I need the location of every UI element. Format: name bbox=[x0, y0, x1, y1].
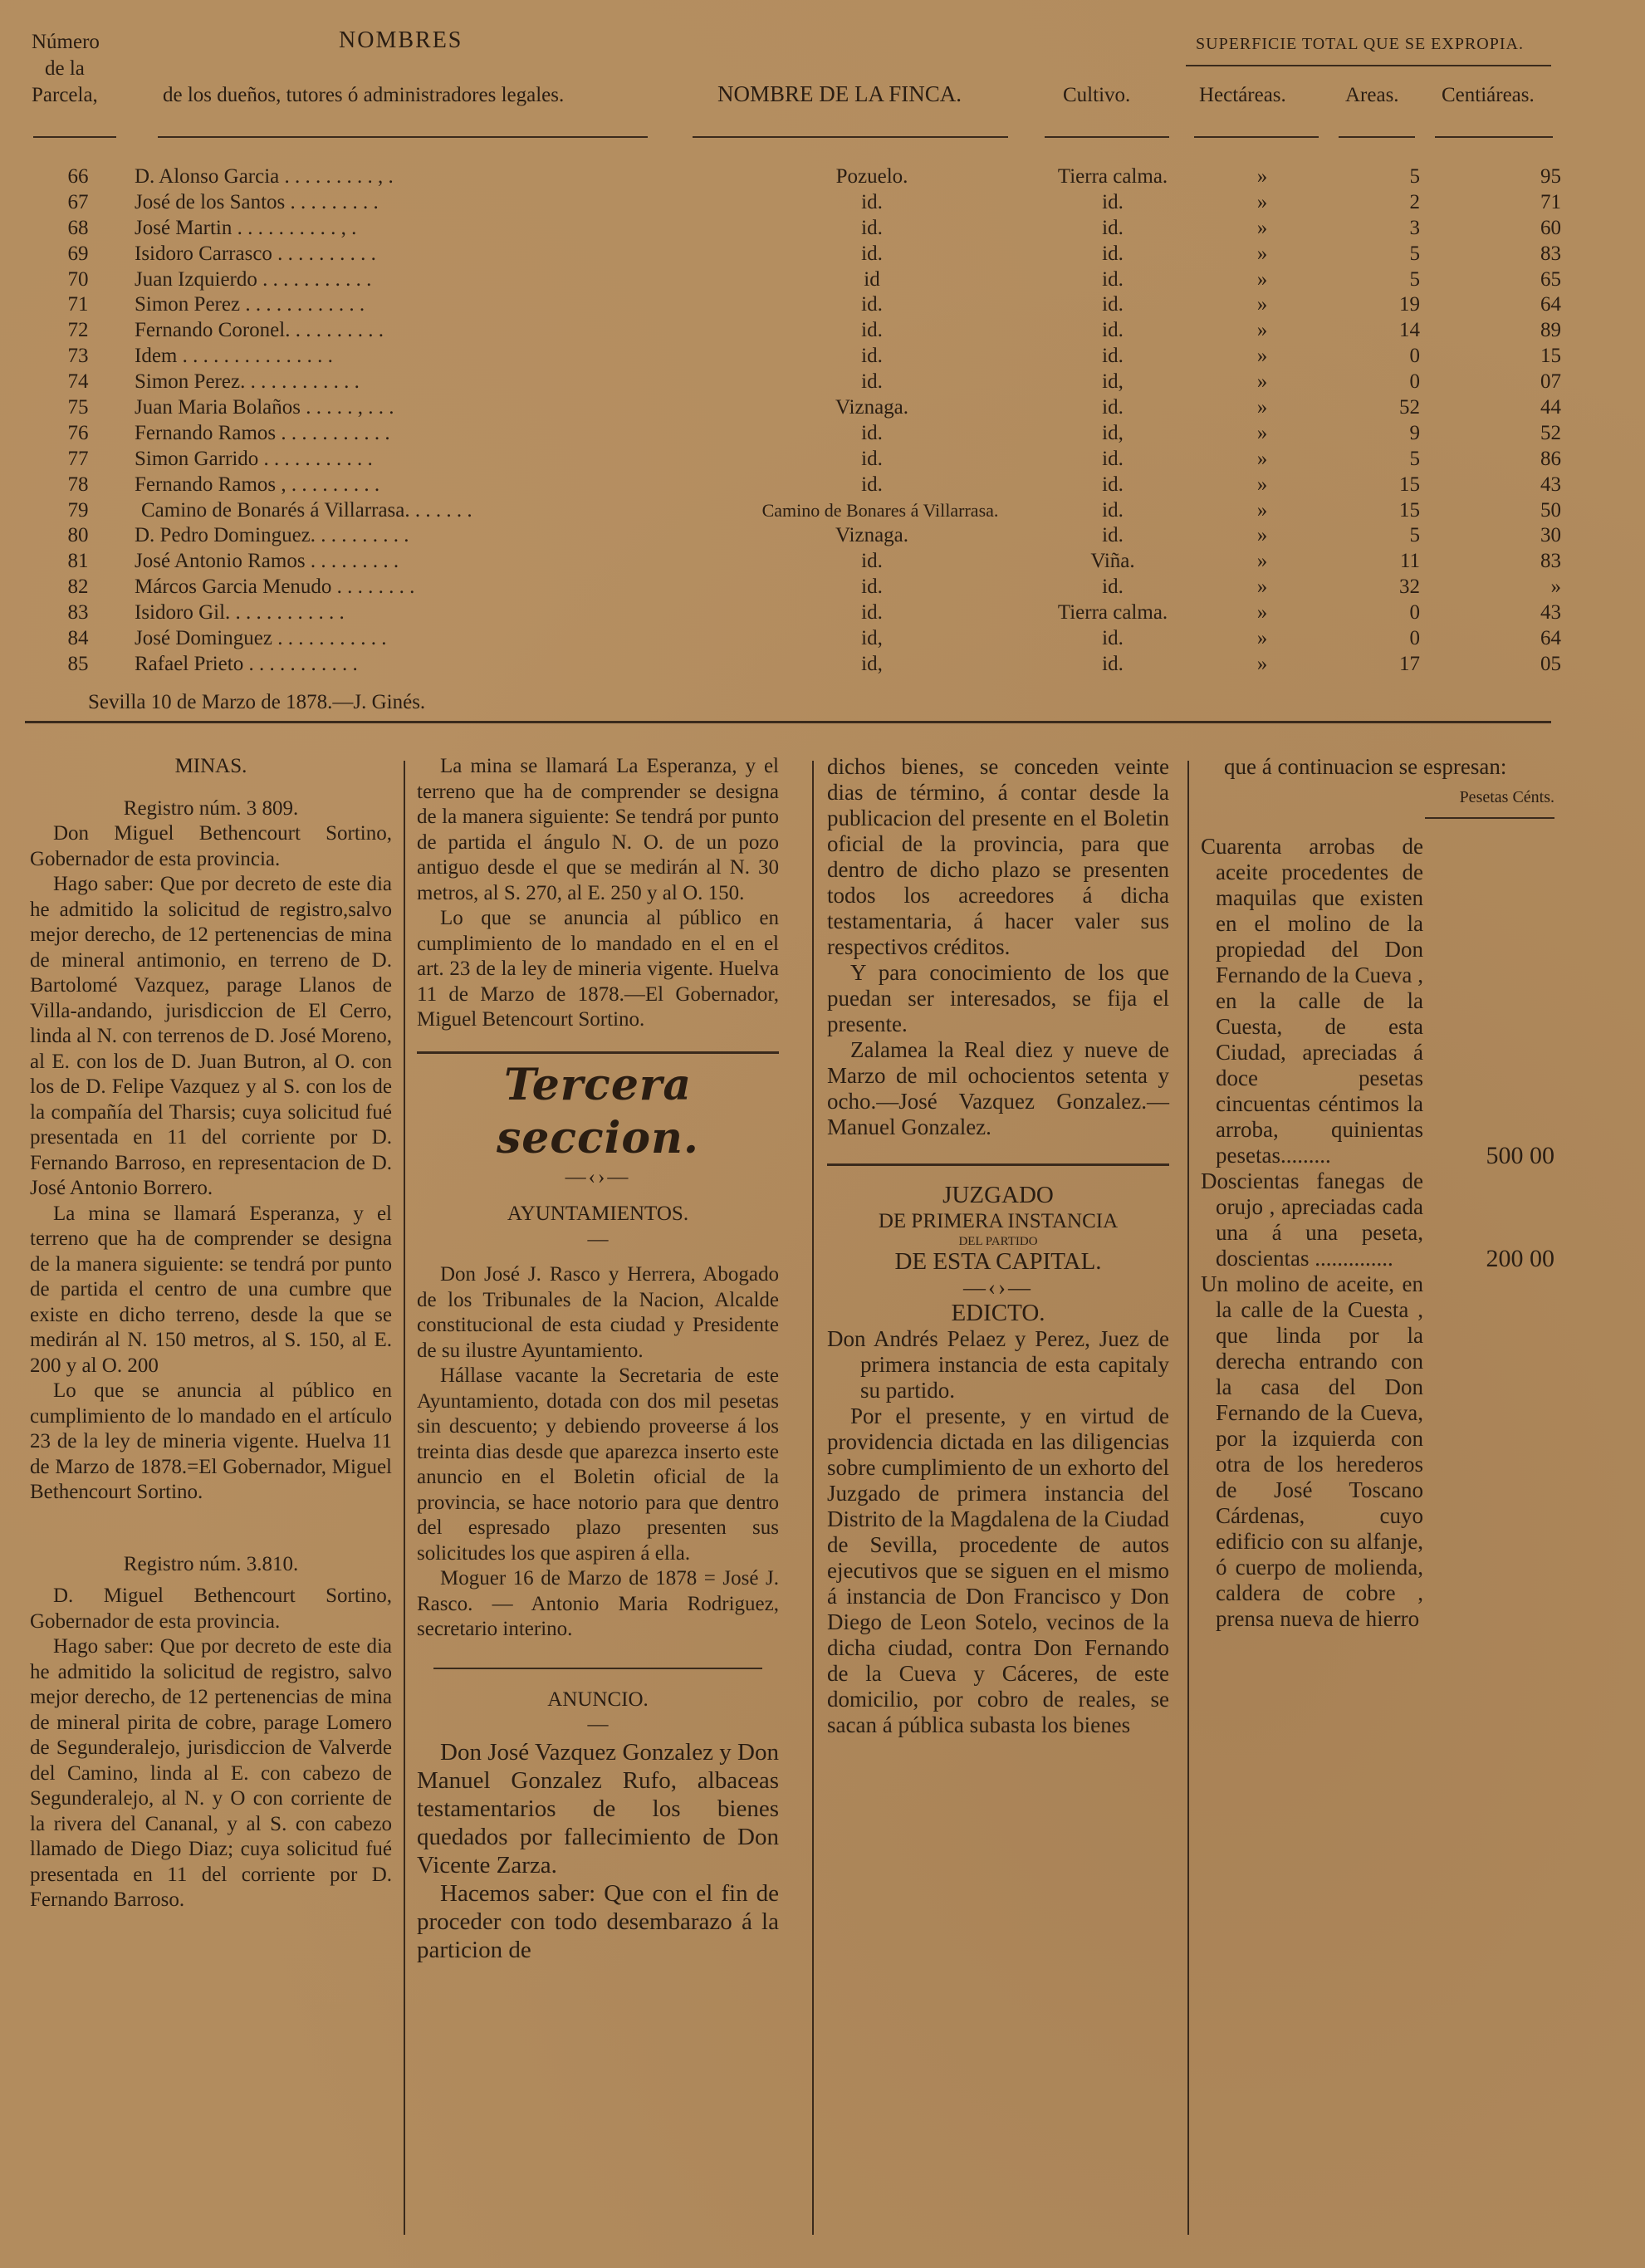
ayuntamiento-authority: Don José J. Rasco y Herrera, Abogado de los Tribunales de la Nacion, Alcalde constitucional de esta ciudad y Presidente de su ilustre Ayuntamiento. bbox=[417, 1263, 779, 1362]
header-areas: Areas. bbox=[1345, 84, 1399, 106]
juzgado-divider bbox=[827, 1163, 1169, 1166]
table-row: 81 José Antonio Ramos . . . . . . . . . id. Viña. » 11 83 bbox=[67, 550, 1561, 573]
anuncio-dash: — bbox=[587, 1713, 609, 1736]
expropiation-table bbox=[25, 164, 1561, 678]
column-divider-3 bbox=[1187, 761, 1189, 2235]
minas-heading: MINAS. bbox=[174, 755, 247, 777]
header-finca: NOMBRE DE LA FINCA. bbox=[717, 81, 962, 106]
table-row: 78 Fernando Ramos , . . . . . . . . . id. id. » 15 43 bbox=[67, 473, 1561, 496]
edicto-heading: EDICTO. bbox=[951, 1300, 1045, 1326]
table-row: 75 Juan Maria Bolaños . . . . . , . . . Viznaga. id. » 52 44 bbox=[67, 396, 1561, 419]
table-row: 82 Márcos Garcia Menudo . . . . . . . . id. id. » 32 » bbox=[67, 576, 1561, 599]
header-rule-5 bbox=[1194, 136, 1319, 138]
column-divider-1 bbox=[404, 761, 405, 2235]
edicto-body: Por el presente, y en virtud de providencia dictada en las diligencias sobre cumplimiento de un exhorto del Juzgado de primera instancia del Distrito de la Magdalena de la Ciudad de Sevilla, procedente de autos ejecutivos que se siguen en el mismo á instancia de Don Francisco y Don Diego de Leon Sotelo, vecinos de la dicha ciudad, contra Don Fernando de la Cueva y Cáceres, de este domicilio, por cobro de reales, se sacan á pública subasta los bienes bbox=[827, 1403, 1169, 1737]
mina-esperanza-terreno: La mina se llamará La Esperanza, y el terreno que ha de comprender se designa de la manera siguiente: Se tendrá por punto de partida el ángulo N. O. de un pozo antiguo desde el que se medirán al N. 30 metros, al S. 270, al E. 250 y al O. 150. bbox=[417, 755, 779, 904]
table-row: 68 José Martin . . . . . . . . . . , . id. id. » 3 60 bbox=[67, 216, 1561, 239]
column-minas bbox=[30, 754, 392, 1913]
header-num-line1: Número bbox=[32, 31, 100, 53]
anuncio-authority: Don José Vazquez Gonzalez y Don Manuel Gonzalez Rufo, albaceas testamentarios de los bienes quedados por fallecimiento de Don Vicente Zarza. bbox=[417, 1738, 779, 1879]
ayuntamientos-heading: AYUNTAMIENTOS. bbox=[507, 1203, 689, 1225]
table-row: 67 José de los Santos . . . . . . . . . id. id. » 2 71 bbox=[67, 190, 1561, 213]
ayuntamiento-body: Hállase vacante la Secretaria de este Ayuntamiento, dotada con dos mil pesetas sin descuento; y debiendo proveerse á los treinta dias desde que aparezca inserto este anuncio en el Boletin oficial de la provincia, se hace notorio para que dentro del espresado plazo presenten sus solicitudes los que aspiren á ella. bbox=[417, 1364, 779, 1565]
bien-item-1 bbox=[1201, 834, 1554, 1168]
registro-3809: Registro núm. 3 809. bbox=[123, 796, 299, 820]
header-num-line3: Parcela, bbox=[32, 84, 98, 106]
edicto-authority: Don Andrés Pelaez y Perez, Juez de primera instancia de esta capitaly su partido. bbox=[827, 1326, 1169, 1403]
registro-3809-closing: Lo que se anuncia al público en cumplimiento de lo mandado en el artículo 23 de la ley de mineria vigente. Huelva 11 de Marzo de 1878.=El Gobernador, Miguel Bethencourt Sortino. bbox=[30, 1379, 392, 1503]
registro-3810-body: Hago saber: Que por decreto de este dia he admitido la solicitud de registro, salvo mejor derecho, de 12 pertenencias de mina de mineral pirita de cobre, parage Lomero de Segunderalejo, jurisdiccion de Valverde del Camino, linda al E. con cabezo de Segunderalejo, al N. y O con corriente de la rivera del Cananal, y al S. con cabezo llamado de Diego Diaz; cuya solicitud fué presentada en 11 del corriente por D. Fernando Barroso. bbox=[30, 1635, 392, 1911]
bien-item-1-desc: Cuarenta arrobas de aceite procedentes de maquilas que existen en el molino de la propiedad del Don Fernando de la Cueva , en la calle de la Cuesta, de esta Ciudad, apreciadas á doce pesetas cincuentas céntimos la arroba, quinientas pesetas......... bbox=[1201, 834, 1423, 1168]
header-rule-7 bbox=[1435, 136, 1553, 138]
mina-esperanza-closing: Lo que se anuncia al público en cumplimiento de lo mandado en el en el art. 23 de la ley de mineria vigente. Huelva 11 de Marzo de 1878.—El Gobernador, Miguel Betencourt Sortino. bbox=[417, 907, 779, 1031]
ayuntamientos-dash: — bbox=[587, 1227, 609, 1251]
pesetas-header: Pesetas Cénts. bbox=[1459, 788, 1554, 806]
anuncio-signature: Zalamea la Real diez y nueve de Marzo de mil ochocientos setenta y ocho.—José Vazquez Gonzalez.—Manuel Gonzalez. bbox=[827, 1037, 1169, 1139]
anuncio-heading: ANUNCIO. bbox=[547, 1688, 649, 1711]
juzgado-capital: DE ESTA CAPITAL. bbox=[894, 1248, 1102, 1275]
table-row: 70 Juan Izquierdo . . . . . . . . . . . id id. » 5 65 bbox=[67, 267, 1561, 291]
header-nombres: NOMBRES bbox=[339, 27, 463, 53]
registro-3809-terreno: La mina se llamará Esperanza, y el terreno que ha de comprender se designa de la manera siguiente: se tendrá por punto de partida el centro de una cumbre que existe en dicho terreno, desde la que se medirán al N. 150 metros, al S. 150, al E. 200 y al O. 200 bbox=[30, 1202, 392, 1377]
table-row: 80 D. Pedro Dominguez. . . . . . . . . . Viznaga. id. » 5 30 bbox=[67, 524, 1561, 547]
header-rule-4 bbox=[1045, 136, 1169, 138]
juzgado-ornament: —‹›— bbox=[963, 1275, 1033, 1300]
column-ayuntamientos bbox=[417, 754, 779, 1964]
header-hect: Hectáreas. bbox=[1199, 84, 1286, 106]
tercera-seccion-title: Tercera seccion. bbox=[496, 1059, 700, 1163]
table-row: 73 Idem . . . . . . . . . . . . . . . id. id. » 0 15 bbox=[67, 345, 1561, 368]
bien-item-2 bbox=[1201, 1168, 1554, 1271]
registro-3810-authority: D. Miguel Bethencourt Sortino, Gobernador de esta provincia. bbox=[30, 1585, 392, 1633]
header-rule-6 bbox=[1339, 136, 1415, 138]
bienes-intro: que á continuacion se espresan: bbox=[1224, 754, 1507, 779]
header-nombres-sub: de los dueños, tutores ó administradores legales. bbox=[163, 84, 565, 106]
table-row: 83 Isidoro Gil. . . . . . . . . . . . id. Tierra calma. » 0 43 bbox=[67, 601, 1561, 625]
table-row: 85 Rafael Prieto . . . . . . . . . . . id, id. » 17 05 bbox=[67, 652, 1561, 675]
table-row: 69 Isidoro Carrasco . . . . . . . . . . id. id. » 5 83 bbox=[67, 242, 1561, 265]
table-row: 66 D. Alonso Garcia . . . . . . . . . , . Pozuelo. Tierra calma. » 5 95 bbox=[67, 165, 1561, 188]
table-row: 74 Simon Perez. . . . . . . . . . . . id. id, » 0 07 bbox=[67, 370, 1561, 394]
table-row: 72 Fernando Coronel. . . . . . . . . . id. id. » 14 89 bbox=[67, 319, 1561, 342]
juzgado-instancia: DE PRIMERA INSTANCIA bbox=[878, 1210, 1119, 1232]
header-rule-1 bbox=[33, 136, 116, 138]
column-divider-2 bbox=[812, 761, 814, 2235]
header-num-line2: de la bbox=[45, 57, 85, 80]
table-row: 76 Fernando Ramos . . . . . . . . . . . id. id, » 9 52 bbox=[67, 421, 1561, 444]
registro-3809-authority: Don Miguel Bethencourt Sortino, Gobernador de esta provincia. bbox=[30, 822, 392, 870]
table-row: 71 Simon Perez . . . . . . . . . . . . id. id. » 19 64 bbox=[67, 293, 1561, 316]
table-row: 77 Simon Garrido . . . . . . . . . . . id. id. » 5 86 bbox=[67, 447, 1561, 470]
column-bienes bbox=[1201, 754, 1554, 1632]
section-rule bbox=[25, 721, 1551, 723]
section-divider bbox=[417, 1051, 779, 1054]
header-rule-3 bbox=[693, 136, 1008, 138]
header-divider-superficie bbox=[1186, 65, 1551, 66]
column-juzgado bbox=[827, 754, 1169, 1738]
ornament: —‹›— bbox=[565, 1165, 631, 1188]
ayuntamiento-signature: Moguer 16 de Marzo de 1878 = José J. Rasco. — Antonio Maria Rodriguez, secretario interino. bbox=[417, 1567, 779, 1640]
bien-item-2-amount: 200 00 bbox=[1486, 1245, 1554, 1272]
anuncio-body: Hacemos saber: Que con el fin de proceder con todo desembarazo á la particion de bbox=[417, 1879, 779, 1963]
header-cent: Centiáreas. bbox=[1442, 84, 1535, 106]
bien-item-3-desc: Un molino de aceite, en la calle de la Cuesta , que linda por la derecha entrando con la casa del Don Fernando de la Cueva, por la izquierda con otra de los herederos de José Toscano Cárdenas, cuyo edificio con su alfanje, ó cuerpo de molienda, caldera de cobre , prensa nueva de hierro bbox=[1201, 1271, 1423, 1631]
anuncio-continued: dichos bienes, se conceden veinte dias de término, á contar desde la publicacion del presente en el Boletin oficial de la provincia, para que dentro de dicho plazo se presenten todos los acreedores á dicha testamentaria, á hacer valer sus respectivos créditos. bbox=[827, 754, 1169, 959]
bien-item-1-amount: 500 00 bbox=[1486, 1142, 1554, 1169]
header-superficie: SUPERFICIE TOTAL QUE SE EXPROPIA. bbox=[1196, 35, 1524, 53]
anuncio-divider bbox=[433, 1668, 762, 1669]
table-row: 84 José Dominguez . . . . . . . . . . . id, id. » 0 64 bbox=[67, 627, 1561, 650]
juzgado-heading: JUZGADO bbox=[942, 1182, 1054, 1208]
registro-3810: Registro núm. 3.810. bbox=[123, 1552, 299, 1575]
registro-3809-body: Hago saber: Que por decreto de este dia he admitido la solicitud de registro,salvo mejor derecho, de 12 pertenencias de mina de mineral antimonio, en terreno de D. Bartolomé Vazquez, parage Llanos de Villa-andando, jurisdiccion de El Cerro, linda al N. con terrenos de D. José Moreno, al E. con los de D. Juan Butron, al O. con los de D. Felipe Vazquez y al S. con los de la compañía del Tharsis; cuya solicitud fué presentada en 11 del corriente por D. Fernando Barroso, en representacion de D. José Antonio Borrero. bbox=[30, 873, 392, 1199]
table-row: 79 Camino de Bonarés á Villarrasa. . . . . . . Camino de Bonares á Villarrasa. id. » 15 50 bbox=[67, 498, 1561, 522]
pesetas-rule bbox=[1425, 817, 1554, 819]
juzgado-partido: DEL PARTIDO bbox=[958, 1235, 1038, 1248]
bien-item-3 bbox=[1201, 1271, 1554, 1632]
header-cultivo: Cultivo. bbox=[1063, 84, 1131, 106]
table-signature: Sevilla 10 de Marzo de 1878.—J. Ginés. bbox=[88, 691, 426, 713]
bien-item-2-desc: Doscientas fanegas de orujo , apreciadas cada una á una peseta, doscientas .............. bbox=[1201, 1168, 1423, 1271]
header-rule-2 bbox=[158, 136, 648, 138]
anuncio-notice: Y para conocimiento de los que puedan ser interesados, se fija el presente. bbox=[827, 960, 1169, 1036]
